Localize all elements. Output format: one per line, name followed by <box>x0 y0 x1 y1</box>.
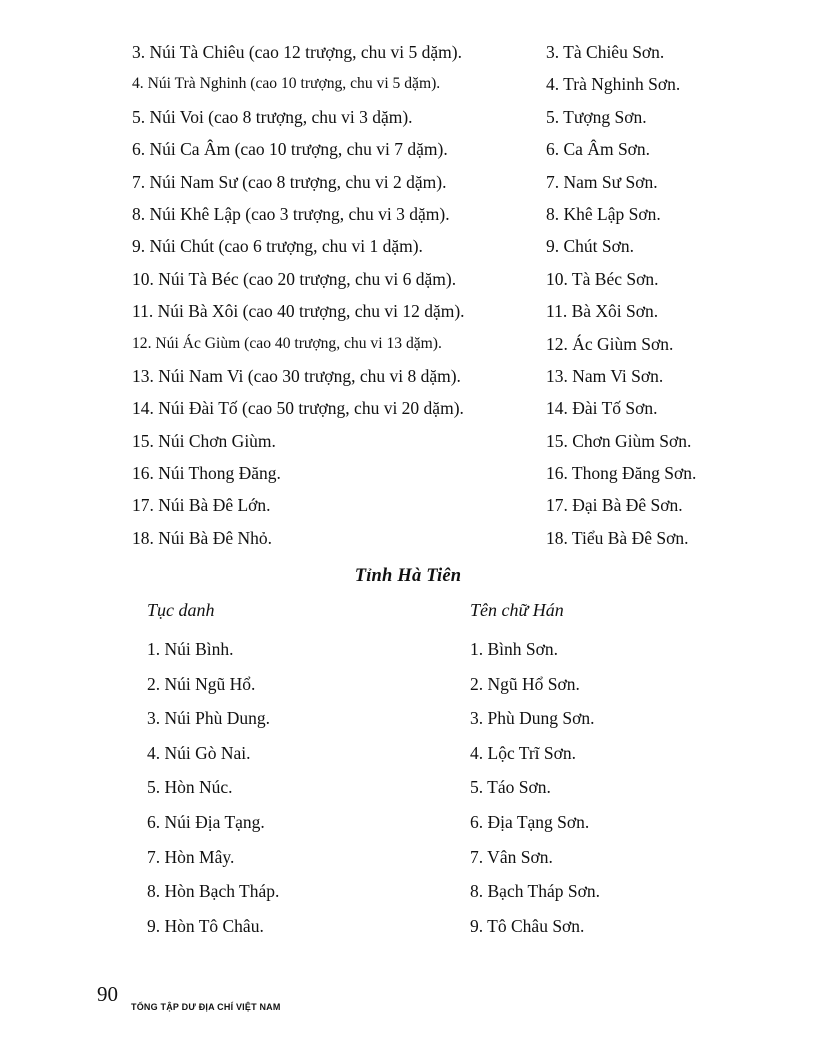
list-item: 9. Hòn Tô Châu. <box>147 915 264 936</box>
list-item: 8. Khê Lập Sơn. <box>546 203 661 224</box>
list-item: 18. Tiểu Bà Đê Sơn. <box>546 527 689 548</box>
list-item: 14. Đài Tố Sơn. <box>546 398 658 419</box>
list-item: 1. Núi Bình. <box>147 639 234 659</box>
list-item: 15. Núi Chơn Giùm. <box>132 430 276 451</box>
list-item: 7. Núi Nam Sư (cao 8 trượng, chu vi 2 dặm). <box>132 171 447 192</box>
list-item: 7. Nam Sư Sơn. <box>546 171 658 192</box>
section-title: Tỉnh Hà Tiên <box>354 566 462 586</box>
list-item: 6. Núi Ca Âm (cao 10 trượng, chu vi 7 dặm). <box>132 139 448 160</box>
list-item: 3. Phù Dung Sơn. <box>470 708 595 729</box>
list-item: 12. Ác Giùm Sơn. <box>546 333 674 354</box>
list-item: 4. Lộc Trĩ Sơn. <box>470 742 577 763</box>
ha-tien-common-names-list <box>147 632 279 943</box>
list-item: 3. Núi Phù Dung. <box>147 708 270 729</box>
list-item: 17. Đại Bà Đê Sơn. <box>546 495 683 516</box>
list-item: 3. Núi Tà Chiêu (cao 12 trượng, chu vi 5 dặm). <box>132 42 462 62</box>
list-item: 8. Hòn Bạch Tháp. <box>147 881 280 902</box>
list-item: 9. Núi Chút (cao 6 trượng, chu vi 1 dặm). <box>132 236 423 257</box>
list-item: 1. Bình Sơn. <box>470 639 559 659</box>
list-item: 9. Chút Sơn. <box>546 236 635 257</box>
list-item: 5. Táo Sơn. <box>470 777 551 798</box>
list-item: 5. Tượng Sơn. <box>546 106 647 127</box>
list-item: 6. Núi Địa Tạng. <box>147 811 265 832</box>
list-item: 11. Núi Bà Xôi (cao 40 trượng, chu vi 12 dặm). <box>132 301 465 322</box>
list-item: 13. Nam Vi Sơn. <box>546 365 664 386</box>
list-item: 2. Ngũ Hổ Sơn. <box>470 673 580 694</box>
list-item: 3. Tà Chiêu Sơn. <box>546 42 665 62</box>
list-item: 12. Núi Ác Giùm (cao 40 trượng, chu vi 13 dặm). <box>132 334 442 352</box>
list-item: 18. Núi Bà Đê Nhỏ. <box>132 527 272 548</box>
list-item: 17. Núi Bà Đê Lớn. <box>132 495 271 516</box>
list-item: 6. Địa Tạng Sơn. <box>470 811 590 832</box>
list-item: 16. Thong Đăng Sơn. <box>546 463 697 484</box>
mountain-common-names-list <box>132 36 465 554</box>
list-item: 9. Tô Châu Sơn. <box>470 915 585 936</box>
list-item: 4. Núi Gò Nai. <box>147 742 251 763</box>
list-item: 5. Núi Voi (cao 8 trượng, chu vi 3 dặm). <box>132 106 413 127</box>
column-header-chinese-name: Tên chữ Hán <box>470 600 564 620</box>
list-item: 11. Bà Xôi Sơn. <box>546 301 659 322</box>
list-item: 7. Hòn Mây. <box>147 846 235 867</box>
list-item: 14. Núi Đài Tố (cao 50 trượng, chu vi 20 dặm). <box>132 398 464 419</box>
list-item: 13. Núi Nam Vi (cao 30 trượng, chu vi 8 dặm). <box>132 365 461 386</box>
list-item: 4. Trà Nghinh Sơn. <box>546 74 681 95</box>
list-item: 7. Vân Sơn. <box>470 846 553 867</box>
list-item: 5. Hòn Núc. <box>147 777 233 798</box>
running-title: TỔNG TẬP DƯ ĐỊA CHÍ VIỆT NAM <box>131 1002 281 1012</box>
list-item: 8. Núi Khê Lập (cao 3 trượng, chu vi 3 dặm). <box>132 203 450 224</box>
list-item: 2. Núi Ngũ Hổ. <box>147 673 256 694</box>
list-item: 10. Núi Tà Béc (cao 20 trượng, chu vi 6 dặm). <box>132 268 457 289</box>
list-item: 4. Núi Trà Nghinh (cao 10 trượng, chu vi 5 dặm). <box>132 75 441 93</box>
list-item: 6. Ca Âm Sơn. <box>546 139 651 160</box>
column-header-common-name: Tục danh <box>147 600 215 620</box>
list-item: 8. Bạch Tháp Sơn. <box>470 881 600 902</box>
list-item: 16. Núi Thong Đăng. <box>132 463 281 484</box>
ha-tien-chinese-names-list <box>470 632 600 943</box>
page-number: 90 <box>97 982 118 1006</box>
mountain-chinese-names-list <box>546 36 696 554</box>
list-item: 15. Chơn Giùm Sơn. <box>546 430 692 451</box>
list-item: 10. Tà Béc Sơn. <box>546 268 659 289</box>
